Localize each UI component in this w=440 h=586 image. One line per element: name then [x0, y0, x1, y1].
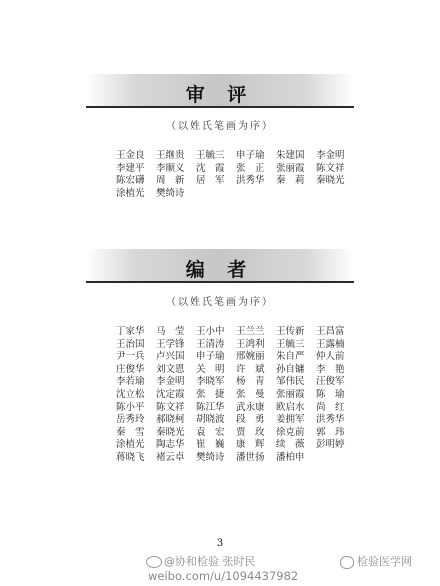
name-entry: 王昌富 — [316, 326, 345, 337]
review-name-list — [116, 150, 356, 200]
name-entry: 涂植光 — [116, 439, 145, 451]
name-entry: 邹伟民 — [276, 376, 305, 388]
name-entry: 王学锋 — [156, 338, 185, 350]
weibo-icon — [146, 556, 162, 568]
name-entry: 张 正 — [236, 162, 265, 174]
name-entry: 沈立松 — [116, 388, 145, 400]
name-entry: 许 斌 — [236, 363, 265, 375]
name-entry: 张 曼 — [236, 388, 265, 400]
name-entry: 刘文恩 — [156, 363, 185, 375]
name-entry: 胡晓波 — [196, 414, 225, 426]
name-entry: 樊绮诗 — [196, 451, 225, 463]
name-entry: 秦晓光 — [156, 426, 185, 438]
name-entry: 王小中 — [196, 326, 225, 337]
name-entry: 王鸿利 — [236, 338, 265, 350]
weibo-url-watermark: weibo.com/u/1094437982 — [148, 569, 299, 583]
name-entry: 尚 红 — [316, 401, 345, 413]
name-entry: 马 莹 — [156, 326, 185, 337]
name-entry: 丁家华 — [116, 326, 145, 337]
name-entry: 庄俊华 — [116, 363, 145, 375]
name-entry: 陈文祥 — [156, 401, 185, 413]
name-entry: 秦 莉 — [276, 175, 305, 187]
name-entry: 袁 宏 — [196, 426, 225, 438]
wechat-icon — [340, 556, 354, 569]
name-entry: 关 明 — [196, 363, 225, 375]
name-entry: 贾 玫 — [236, 426, 265, 438]
name-entry: 朱自严 — [276, 351, 305, 363]
review-subtitle: （以姓氏笔画为序） — [166, 121, 274, 132]
name-entry: 陈宏礴 — [116, 175, 145, 187]
name-entry: 申子瑜 — [236, 150, 265, 161]
name-entry: 张丽霞 — [276, 388, 305, 400]
name-entry: 蒋晓飞 — [116, 451, 145, 463]
name-entry: 王金良 — [116, 150, 145, 161]
name-entry: 武永康 — [236, 401, 265, 413]
name-entry: 王传新 — [276, 326, 305, 337]
name-entry: 秦 雪 — [116, 426, 145, 438]
name-entry: 陶志华 — [156, 439, 185, 451]
name-entry: 陈文祥 — [316, 162, 345, 174]
name-entry: 张 捷 — [196, 388, 225, 400]
name-entry: 周 新 — [156, 175, 185, 187]
name-entry: 欧启水 — [276, 401, 305, 413]
weibo-watermark — [146, 553, 256, 569]
name-entry: 褚云卓 — [156, 451, 185, 463]
name-entry: 邢婉丽 — [236, 351, 265, 363]
name-entry: 王治国 — [116, 338, 145, 350]
name-entry: 王露楠 — [316, 338, 345, 350]
name-entry: 段 勇 — [236, 414, 265, 426]
name-entry: 王继贵 — [156, 150, 185, 161]
name-entry: 潘世扬 — [236, 451, 265, 463]
wechat-watermark — [340, 553, 412, 569]
name-entry: 张丽霞 — [276, 162, 305, 174]
name-entry: 樊绮诗 — [156, 187, 185, 199]
name-entry: 李 艳 — [316, 363, 345, 375]
name-entry: 卢兴国 — [156, 351, 185, 363]
name-entry: 郭 玮 — [316, 426, 345, 438]
name-entry: 李晓军 — [196, 376, 225, 388]
name-entry: 申子瑜 — [196, 351, 225, 363]
editors-name-list — [116, 326, 356, 465]
name-entry: 王毓三 — [196, 150, 225, 161]
name-entry: 彭明婷 — [316, 439, 345, 451]
name-entry: 尹一兵 — [116, 351, 145, 363]
name-entry: 洪秀华 — [316, 414, 345, 426]
name-entry: 秦晓光 — [316, 175, 345, 187]
name-entry: 岳秀玲 — [116, 414, 145, 426]
name-entry: 居 军 — [196, 175, 225, 187]
editors-heading: 编 者 — [185, 259, 255, 281]
editors-subtitle: （以姓氏笔画为序） — [166, 297, 274, 308]
name-entry: 陈 瑜 — [316, 388, 345, 400]
name-entry: 王清涛 — [196, 338, 225, 350]
weibo-name: @协和检验 张时民 — [164, 555, 256, 568]
name-entry: 仲人前 — [316, 351, 345, 363]
page-number: 3 — [216, 538, 224, 549]
name-entry: 潘柏申 — [276, 451, 305, 463]
name-entry: 李金明 — [156, 376, 185, 388]
name-entry: 徐克前 — [276, 426, 305, 438]
name-entry: 姜拥军 — [276, 414, 305, 426]
wechat-name: 检验医学网 — [357, 555, 412, 568]
name-entry: 续 薇 — [276, 439, 305, 451]
name-entry: 杨 青 — [236, 376, 265, 388]
name-entry: 李金明 — [316, 150, 345, 161]
name-entry: 崔 巍 — [196, 439, 225, 451]
name-entry: 康 辉 — [236, 439, 265, 451]
name-entry: 李顺义 — [156, 162, 185, 174]
name-entry: 王兰兰 — [236, 326, 265, 337]
name-entry: 朱建国 — [276, 150, 305, 161]
name-entry: 陈江华 — [196, 401, 225, 413]
name-entry: 郝晓柯 — [156, 414, 185, 426]
name-entry: 李若瑜 — [116, 376, 145, 388]
name-entry: 汪俊军 — [316, 376, 345, 388]
name-entry: 李建平 — [116, 162, 145, 174]
name-entry: 涂植光 — [116, 187, 145, 199]
name-entry: 沈定霞 — [156, 388, 185, 400]
name-entry: 沈 霞 — [196, 162, 225, 174]
review-heading: 审 评 — [185, 84, 255, 106]
name-entry: 孙自镛 — [276, 363, 305, 375]
name-entry: 洪秀华 — [236, 175, 265, 187]
name-entry: 陈小平 — [116, 401, 145, 413]
name-entry: 王毓三 — [276, 338, 305, 350]
